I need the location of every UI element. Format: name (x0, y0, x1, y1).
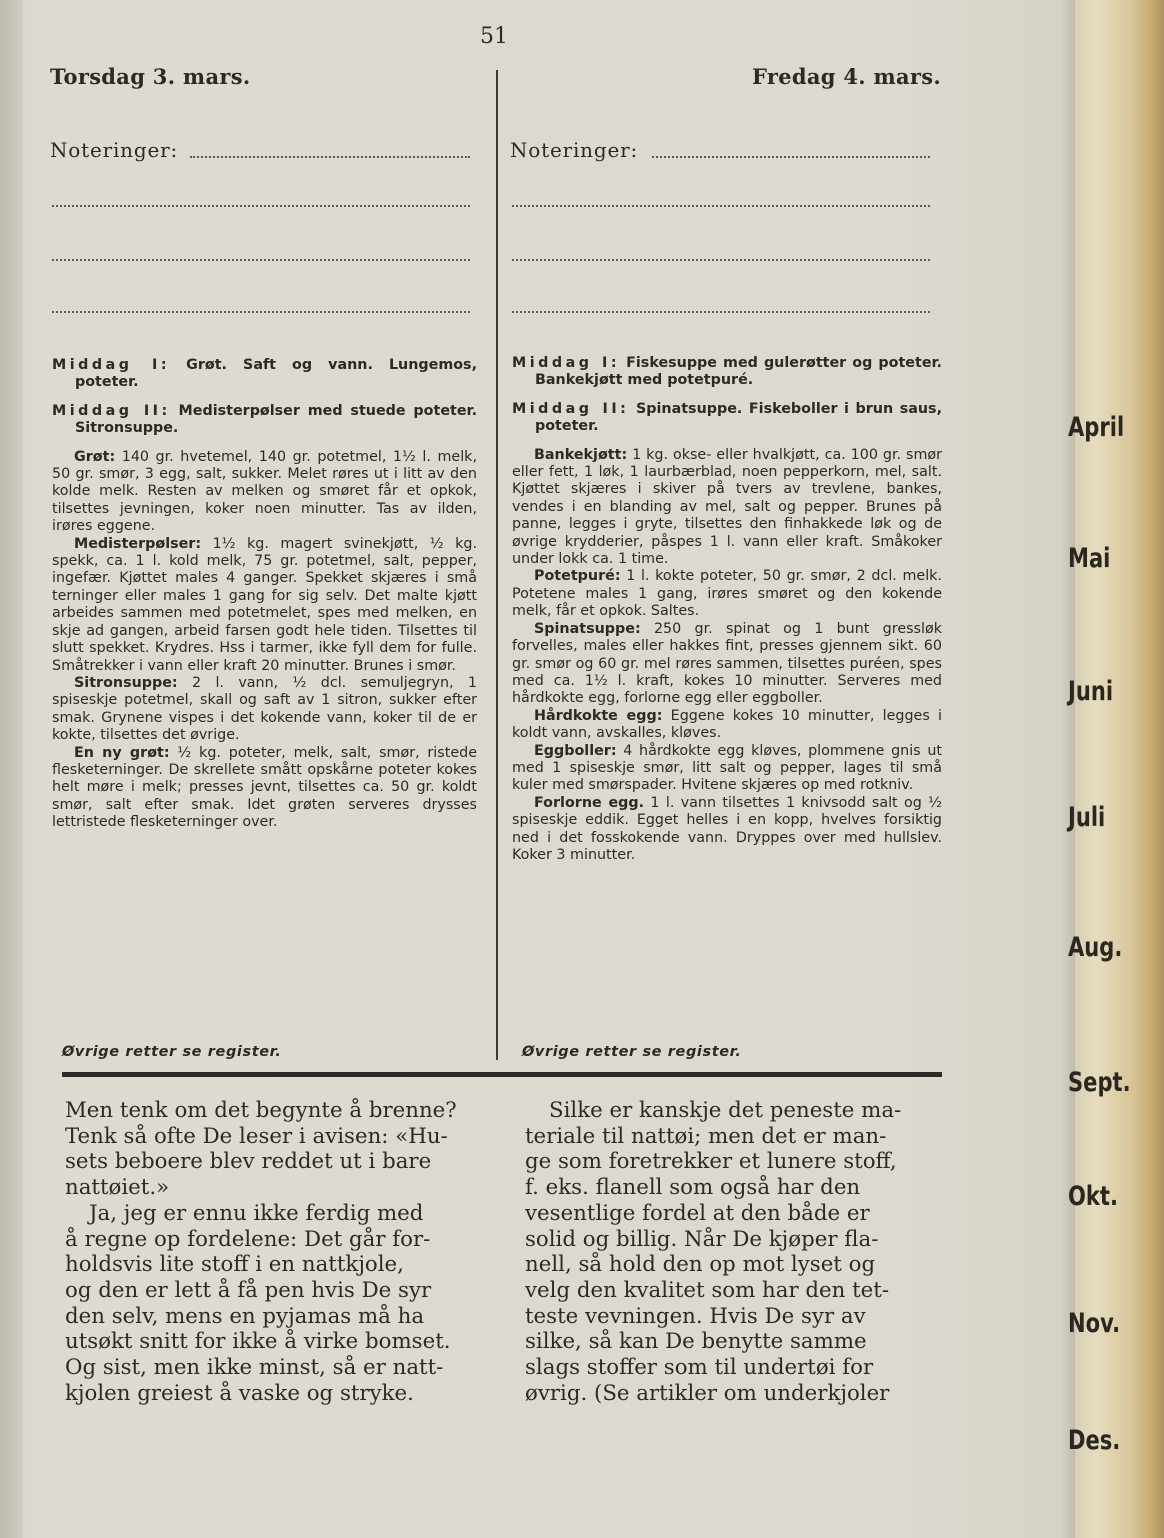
month-tab-sept[interactable]: Sept. (1068, 1067, 1131, 1098)
right-notes-line-1 (652, 156, 930, 158)
prose-line: Tenk så ofte De leser i avisen: «Hu- (65, 1123, 448, 1149)
prose-line: Ja, jeg er ennu ikke ferdig med (89, 1200, 424, 1226)
prose-line: utsøkt snitt for ikke å virke bomset. (65, 1329, 451, 1355)
right-menu-column (512, 355, 942, 864)
month-tab-april[interactable]: April (1068, 412, 1125, 443)
month-tab-juli[interactable]: Juli (1068, 802, 1106, 833)
recipe-forlorne-egg: Forlorne egg. 1 l. vann tilsettes 1 knivsodd salt og ½ spiseskje eddik. Egget helles i en kopp, hvelves forsiktig ned i det fosskokende vann. Dryppes over med hullslev. Koker 3 minutter. (512, 794, 943, 863)
prose-line: teriale til nattøi; men det er man- (525, 1123, 887, 1149)
right-notes-line-3 (512, 259, 930, 261)
column-divider (496, 70, 498, 1060)
prose-line: ge som foretrekker et lunere stoff, (525, 1149, 897, 1175)
page-number: 51 (480, 24, 508, 49)
prose-left (65, 1098, 485, 1406)
section-rule (62, 1072, 942, 1077)
right-notes-line-4 (512, 311, 930, 313)
prose-line: Silke er kanskje det peneste ma- (549, 1098, 902, 1123)
right-middag-1: Middag I: Fiskesuppe med gulerøtter og poteter. Bankekjøtt med potetpuré. (512, 355, 942, 389)
left-menu-column (52, 357, 477, 832)
prose-right (525, 1098, 945, 1406)
prose-line: å regne op fordelene: Det går for- (65, 1226, 431, 1252)
prose-line: silke, så kan De benytte samme (525, 1329, 867, 1355)
recipe-grot: Grøt: 140 gr. hvetemel, 140 gr. potetmel, 1½ l. melk, 50 gr. smør, 3 egg, salt, sukker. Melet røres ut i litt av den kolde melk. Resten av melken og smøret får et opkok, tilsettes jevningen, koker noen minutter. Tas av ilden, irøres eggene. (52, 448, 477, 535)
recipe-en-ny-grot: En ny grøt: ½ kg. poteter, melk, salt, smør, ristede flesketerninger. De skrellete smått opskårne poteter kokes helt møre i melk; presses jevnt, tilsettes ca. 50 gr. koldt smør, salt efter smak. Idet grøten serveres drysses lettristede flesketerninger over. (52, 744, 477, 831)
right-day-heading: Fredag 4. mars. (752, 64, 942, 89)
prose-line: nell, så hold den op mot lyset og (525, 1252, 876, 1278)
left-day-heading: Torsdag 3. mars. (50, 64, 251, 89)
month-tab-des[interactable]: Des. (1068, 1425, 1121, 1456)
prose-line: velg den kvalitet som har den tet- (525, 1277, 890, 1303)
prose-line: kjolen greiest å vaske og stryke. (65, 1380, 414, 1406)
right-middag-2: Middag II: Spinatsuppe. Fiskeboller i brun saus, poteter. (512, 400, 942, 435)
page-gutter (0, 0, 22, 1538)
month-tab-mai[interactable]: Mai (1068, 543, 1111, 574)
left-notes-line-3 (52, 259, 470, 261)
recipe-bankekjott: Bankekjøtt: 1 kg. okse- eller hvalkjøtt, ca. 100 gr. smør eller fett, 1 løk, 1 laurbærblad, noen pepperkorn, mel, salt. Kjøttet skjæres i skiver på tvers av trevlene, bankes, vendes i en blanding av mel, salt og pepper. Brunes på panne, legges i gryte, tilsettes den finhakkede løk og de øvrige krydderier, påspes 1 l. vann eller kraft. Småkoker under lokk ca. 1 time. (512, 446, 942, 568)
prose-line: den selv, mens en pyjamas må ha (65, 1303, 425, 1329)
prose-line: solid og billig. Når De kjøper fla- (525, 1226, 879, 1252)
recipe-potetpure: Potetpuré: 1 l. kokte poteter, 50 gr. smør, 2 dcl. melk. Potetene males 1 gang, irøres smøret og den kokende melk, får et opkok. Saltes. (512, 568, 943, 620)
left-middag-1: Middag I: Grøt. Saft og vann. Lungemos, poteter. (52, 357, 477, 391)
month-tab-nov[interactable]: Nov. (1068, 1308, 1121, 1339)
month-tab-juni[interactable]: Juni (1068, 676, 1114, 707)
prose-line: Men tenk om det begynte å brenne? (65, 1098, 457, 1123)
prose-line: f. eks. flanell som også har den (525, 1175, 861, 1201)
recipe-eggboller: Eggboller: 4 hårdkokte egg kløves, plommene gnis ut med 1 spiseskje smør, litt salt og pepper, lages til små kuler med smørspader. Hvitene skjæres op med rotkniv. (512, 742, 942, 794)
recipe-medisterpolser: Medisterpølser: 1½ kg. magert svinekjøtt, ½ kg. spekk, ca. 1 l. kold melk, 75 gr. potetmel, salt, pepper, ingefær. Kjøttet males 4 ganger. Spekket skjæres i små terninger eller males 1 gang for sig selv. Det malte kjøtt arbeides sammen med potetmelet, spes med melken, en skje ad gangen, arbeid farsen godt hele tiden. Tilsettes til slutt spekket. Krydres. Hss i tarmer, ikke fyll dem for fulle. Småtrekker i vann eller kraft 20 minutter. Brunes i smør. (52, 535, 477, 674)
recipe-sitronsuppe: Sitronsuppe: 2 l. vann, ½ dcl. semuljegryn, 1 spiseskje potetmel, skall og saft av 1 sitron, sukker efter smak. Grynene vispes i det kokende vann, koker til de er kokte, tilsettes det øvrige. (52, 674, 478, 744)
left-notes-line-2 (52, 205, 470, 207)
month-tab-aug[interactable]: Aug. (1068, 932, 1123, 963)
left-notes-line-1 (190, 156, 470, 158)
prose-line: Og sist, men ikke minst, så er natt- (65, 1355, 444, 1381)
left-notes-line-4 (52, 311, 470, 313)
prose-line: teste vevningen. Hvis De syr av (525, 1303, 866, 1329)
left-footer-note: Øvrige retter se register. (62, 1044, 282, 1060)
prose-line: vesentlige fordel at den både er (525, 1200, 870, 1226)
prose-line: nattøiet.» (65, 1175, 170, 1201)
prose-line: og den er lett å få pen hvis De syr (65, 1277, 432, 1303)
month-tab-okt[interactable]: Okt. (1068, 1181, 1118, 1212)
recipe-spinatsuppe: Spinatsuppe: 250 gr. spinat og 1 bunt gressløk forvelles, males eller hakkes fint, presses gjennem sikt. 60 gr. smør og 60 gr. mel røres sammen, tilsettes puréen, spes med ca. 1½ l. kraft, kokes 10 minutter. Serveres med hårdkokte egg, forlorne egg eller eggboller. (512, 620, 943, 707)
prose-line: øvrig. (Se artikler om underkjoler (525, 1380, 890, 1406)
left-middag-2: Middag II: Medisterpølser med stuede poteter. Sitronsuppe. (52, 402, 477, 437)
left-notes-label: Noteringer: (50, 138, 178, 162)
recipe-hardkokte-egg: Hårdkokte egg: Eggene kokes 10 minutter, legges i koldt vann, avskalles, kløves. (512, 707, 942, 742)
prose-line: slags stoffer som til undertøi for (525, 1355, 874, 1381)
right-notes-label: Noteringer: (510, 138, 638, 162)
right-footer-note: Øvrige retter se register. (522, 1044, 742, 1060)
prose-line: holdsvis lite stoff i en nattkjole, (65, 1252, 404, 1278)
prose-line: sets beboere blev reddet ut i bare (65, 1149, 432, 1175)
right-notes-line-2 (512, 205, 930, 207)
